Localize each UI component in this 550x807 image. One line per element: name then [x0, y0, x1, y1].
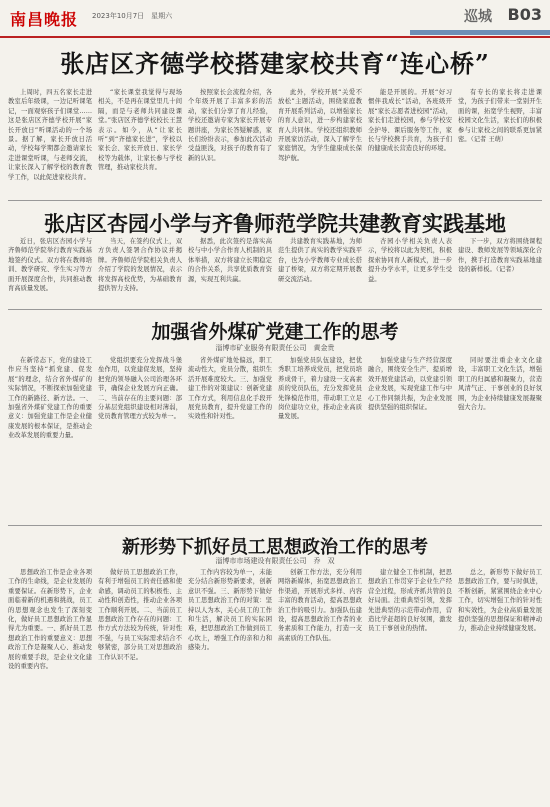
article-1-column-1: 上周时，四五名家长走进教室后年级课，一边记听课笔记，一面观察孩子们课堂……这是张店区齐德学校开展“家长开放日”听课活动的一个场景。据了解，家长开放日活动，学校每学期都会邀请家长走进课堂听课，与老师交流，让家长深入了解学校的教育教学工作，以此促进家校共育。	[8, 89, 92, 181]
article-3-column-6: 同时要注重企业文化建设，丰富职工文化生活，增强职工的归属感和凝聚力，营造风清气正、干事创业的良好氛围，为企业持续健康发展凝聚强大合力。	[458, 357, 542, 412]
article-2-column-4: 共建教育实践基地，为师范生提供了真实的教学实践平台，也为小学教师专业成长搭建了桥梁，双方将定期开展教研交流活动。	[278, 238, 362, 283]
article-4-column-2: 做好员工思想政治工作，有利于增强员工的责任感和使命感，调动员工的积极性、主动性和创造性，推动企业各项工作顺利开展。二、当前员工思想政治工作存在的问题：工作方式方法较为传统，针对性不强，与员工实际需求结合不够紧密，部分员工对思想政治工作认识不足。	[98, 569, 182, 661]
article-2-headline: 张店区杏园小学与齐鲁师范学院共建教育实践基地	[44, 211, 506, 236]
masthead	[0, 0, 550, 38]
page-number: B03	[507, 5, 542, 24]
article-4-column-3: 工作内容较为单一，未能充分结合新形势新要求，创新意识不强。三、新形势下做好员工思想政治工作的对策：坚持以人为本，关心员工的工作和生活，解决员工的实际困难，把思想政治工作做到员工心坎上，增强工作的亲和力和感染力。	[188, 569, 272, 652]
article-2-column-3: 据悉，此次签约是落实高校与中小学合作育人机制的具体举措，双方将建立长期稳定的合作关系，共享优质教育资源，实现互利共赢。	[188, 238, 272, 283]
section-name: 巡城	[464, 9, 492, 25]
article-3-column-3: 省外煤矿地处偏远，职工流动性大，党员分散，组织生活开展难度较大。三、加强党建工作的对策建议：创新党建工作方式，利用信息化手段开展党员教育，提升党建工作的实效性和针对性。	[188, 357, 272, 421]
article-4-byline: 淄博市市场建设有限责任公司 乔 双	[215, 557, 335, 565]
article-3-byline: 淄博市矿业服务有限责任公司 黄金贵	[215, 344, 335, 352]
article-4-column-1: 思想政治工作是企业各项工作的生命线，是企业发展的重要保证。在新形势下，企业面临着新的机遇和挑战，员工的思想观念也发生了深刻变化，做好员工思想政治工作显得尤为重要。一、抓好员工思想政治工作的重要意义：思想政治工作是凝聚人心、推动发展的重要手段，是企业文化建设的重要内容。	[8, 569, 92, 671]
article-3-column-4: 加强党员队伍建设，把优秀职工培养成党员，把党员培养成骨干，着力建设一支高素质的党员队伍，充分发挥党员先锋模范作用，带动职工立足岗位建功立业，推动企业高质量发展。	[278, 357, 362, 421]
article-1-headline: 张店区齐德学校搭建家校共育“连心桥”	[60, 49, 490, 78]
article-2-column-6: 下一步，双方将围绕课程建设、教师发展等领域深化合作，携手打造教育实践基地建设的新样板。（记者）	[458, 238, 542, 274]
article-2-column-1: 近日，张店区杏园小学与齐鲁师范学院举行教育实践基地签约仪式。双方将在教师培训、教学研究、学生实习等方面开展深度合作，共同推动教育高质量发展。	[8, 238, 92, 293]
article-3-headline: 加强省外煤矿党建工作的思考	[151, 321, 399, 343]
article-1-column-2: “家长课堂我觉得与现场相关，不是再在课堂里几十间隔，而是与老师共同建设课堂。”张店区齐德学校校长王慧表示。如今，从“让家长听”到“齐德家长进”，学校以家长会、家长开放日、家长学校等为载体，让家长参与学校管理，推动家校共育。	[98, 89, 182, 172]
article-4-headline: 新形势下抓好员工思想政治工作的思考	[122, 537, 428, 558]
article-1-column-4: 此外，学校开展“关爱不放松”主题活动，围绕家庭教育开展系列活动，以增强家长的育人意识，进一步构建家校育人共同体。学校还组织教师开展家访活动，深入了解学生家庭情况，为学生健康成长保驾护航。	[278, 89, 362, 162]
article-1-column-6: 有专长的家长将走进课堂，为孩子们带来一堂别开生面的课，拓宽学生视野，丰富校园文化生活，家长们的积极参与让家校之间的联系更加紧密。（记者 王萌）	[458, 89, 542, 144]
newspaper-logo: 南昌晚报	[10, 10, 79, 29]
divider-rule	[8, 309, 542, 310]
divider-rule	[8, 200, 542, 201]
article-4-column-4: 创新工作方法，充分利用网络新媒体，拓宽思想政治工作渠道，开展形式多样、内容丰富的教育活动，提高思想政治工作的吸引力。加强队伍建设，提高思想政治工作者的业务素质和工作能力，打造一支高素质的工作队伍。	[278, 569, 362, 642]
article-1-column-5: 能是开展的。开展“好习惯伴我成长”活动，各班级开展“家长志愿者进校园”活动，家长们走进校园，参与学校安全护导、课后服务等工作，家长与学校携手共育，为孩子们的健康成长营造良好的环境。	[368, 89, 452, 153]
section-color-bar	[410, 30, 550, 35]
article-2-column-2: 当天，在签约仪式上，双方负责人签署合作协议并揭牌。齐鲁师范学院相关负责人介绍了学院的发展情况，表示将发挥高校优势，为基础教育提供智力支持。	[98, 238, 182, 293]
article-3-column-5: 加强党建与生产经营深度融合，围绕安全生产、提质增效开展党建活动，以党建引领企业发展，实现党建工作与中心工作同频共振，为企业发展提供坚强的组织保证。	[368, 357, 452, 412]
article-3-column-2: 党组织要充分发挥战斗堡垒作用，以党建促发展，坚持把党的领导融入公司治理各环节，确保企业发展方向正确。二、当前存在的主要问题：部分基层党组织建设相对薄弱，党员教育管理方式较为单一。	[98, 357, 182, 421]
article-4-column-6: 总之，新形势下做好员工思想政治工作，要与时俱进，不断创新，紧紧围绕企业中心工作，切实增强工作的针对性和实效性，为企业高质量发展提供坚强的思想保证和精神动力，推动企业持续健康发展。	[458, 569, 542, 633]
issue-date: 2023年10月7日 星期六	[92, 12, 173, 20]
article-3-column-1: 在新常态下，党的建设工作应当坚持“抓党建、促发展”的理念，结合省外煤矿的实际情况，不断探索加强党建工作的新路径、新方法。一、加强省外煤矿党建工作的重要意义：加强党建工作是企业健康发展的根本保证，是推动企业改革发展的重要力量。	[8, 357, 92, 440]
article-2-column-5: 杏园小学相关负责人表示，学校将以此为契机，积极探索协同育人新模式，进一步提升办学水平，让更多学生受益。	[368, 238, 452, 283]
article-1-column-3: 按照家长会流程介绍，各个年级开展了丰富多彩的活动，家长们分享了育儿经验，学校还邀请专家为家长开展专题讲座，为家长答疑解惑，家长们纷纷表示，参加此次活动受益匪浅，对孩子的教育有了新的认识。	[188, 89, 272, 162]
article-4-column-5: 建立健全工作机制，把思想政治工作贯穿于企业生产经营全过程，形成齐抓共管的良好局面。注重典型引领，发挥先进典型的示范带动作用，营造比学赶超的良好氛围，激发员工干事创业的热情。	[368, 569, 452, 633]
divider-rule	[8, 525, 542, 526]
